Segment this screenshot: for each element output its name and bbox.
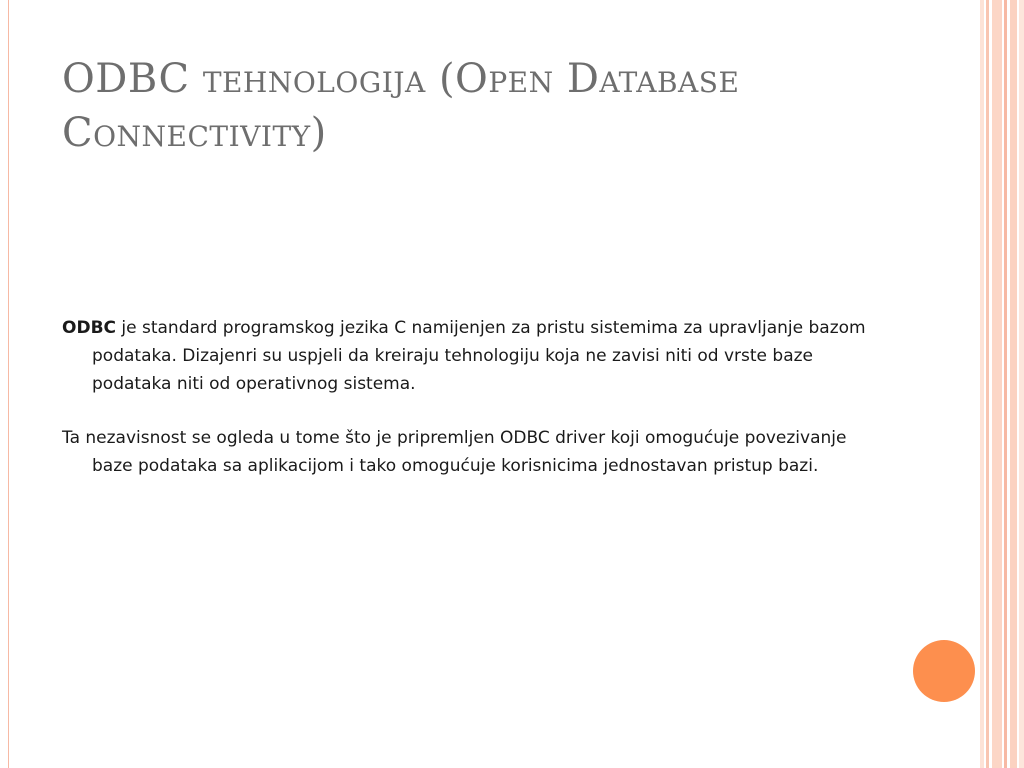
orange-circle-decoration — [913, 640, 975, 702]
left-border-line — [8, 0, 9, 768]
paragraph-text: Ta nezavisnost se ogleda u tome što je pripremljen ODBC driver koji omogućuje povezivanje baze podataka sa aplikacijom i tako omogućuje korisnicima jednostavan pristup bazi. — [62, 428, 847, 476]
stripe — [1010, 0, 1017, 768]
right-stripe-decoration — [980, 0, 1024, 768]
paragraph-text: je standard programskog jezika C namijenjen za pristu sistemima za upravljanje bazom podataka. Dizajenri su uspjeli da kreiraju tehnologiju koja ne zavisi niti od vrste baze podataka niti od operativnog sistema. — [92, 318, 866, 394]
stripe — [986, 0, 989, 768]
paragraph-odbc-definition — [62, 314, 882, 398]
stripe — [980, 0, 984, 768]
paragraph-independence — [62, 424, 882, 480]
slide-body — [62, 314, 882, 506]
paragraph-lead-term: ODBC — [62, 318, 116, 338]
stripe — [992, 0, 1002, 768]
stripe — [1019, 0, 1024, 768]
slide-title: ODBC tehnologija (Open Database Connectivity) — [62, 56, 740, 156]
stripe — [1004, 0, 1007, 768]
